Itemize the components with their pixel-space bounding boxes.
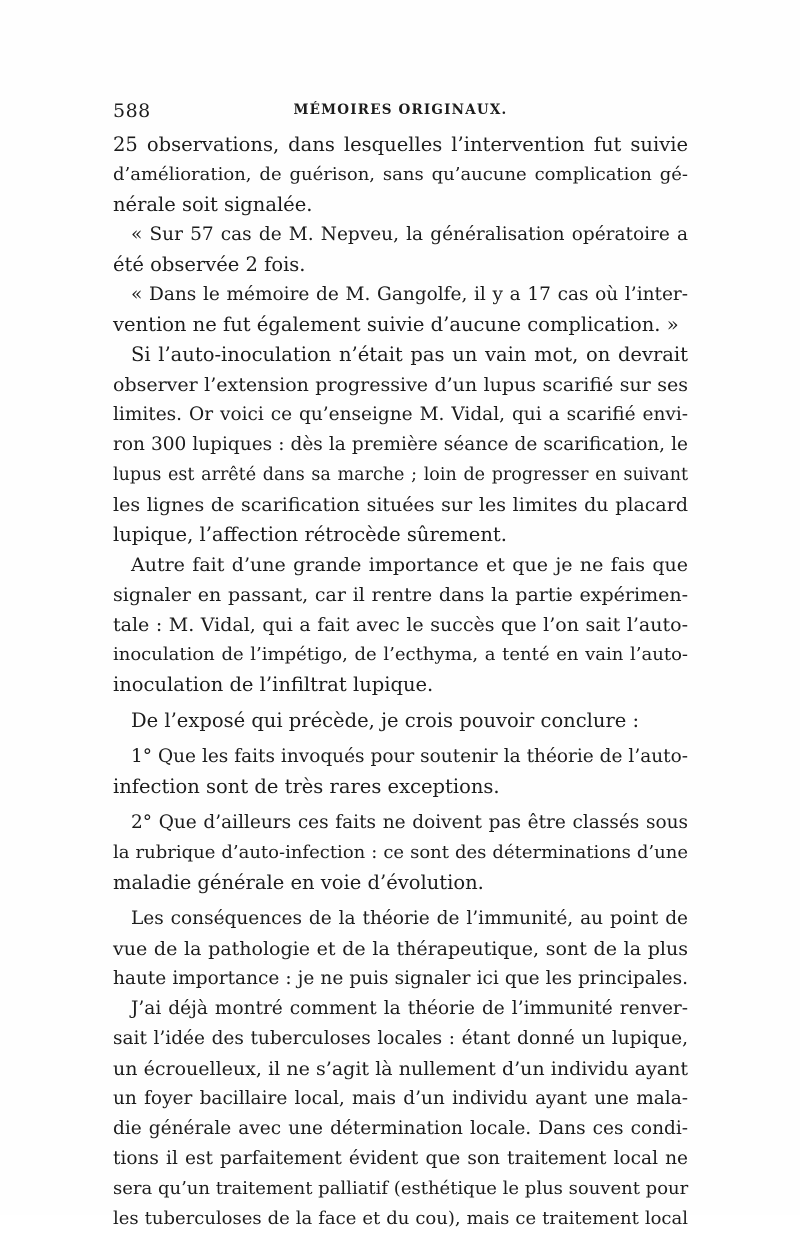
text-line: 25 observations, dans lesquelles l’intervention fut suivie bbox=[113, 133, 688, 156]
paragraph bbox=[113, 340, 688, 550]
paragraph bbox=[113, 280, 688, 340]
page-header bbox=[113, 100, 688, 126]
text-line: die générale avec une détermination locale. Dans ces condi- bbox=[113, 1118, 688, 1139]
paragraph bbox=[113, 808, 688, 898]
text-line: été observée 2 fois. bbox=[113, 253, 306, 276]
text-line: observer l’extension progressive d’un lupus scarifié sur ses bbox=[113, 374, 688, 396]
text-line: haute importance : je ne puis signaler ici que les principales. bbox=[113, 968, 688, 989]
text-line: Autre fait d’une grande importance et que je ne fais que bbox=[131, 554, 688, 576]
text-line: la rubrique d’auto-infection : ce sont des déterminations d’une bbox=[113, 842, 688, 863]
page-number: 588 bbox=[113, 100, 151, 122]
text-line: lupus est arrêté dans sa marche ; loin de progresser en suivant bbox=[113, 465, 688, 485]
text-line: limites. Or voici ce qu’enseigne M. Vidal, qui a scarifié envi- bbox=[113, 404, 688, 425]
text-line: J’ai déjà montré comment la théorie de l’immunité renver- bbox=[131, 998, 688, 1019]
paragraph bbox=[113, 904, 688, 994]
text-line: sera qu’un traitement palliatif (esthétique le plus souvent pour bbox=[113, 1178, 689, 1199]
text-line: les tuberculoses de la face et du cou), mais ce traitement local bbox=[113, 1208, 688, 1229]
text-line: vue de la pathologie et de la thérapeutique, sont de la plus bbox=[113, 938, 688, 960]
text-line: tions il est parfaitement évident que son traitement local ne bbox=[113, 1148, 688, 1169]
text-line: Les conséquences de la théorie de l’immunité, au point de bbox=[131, 908, 688, 929]
text-line: Si l’auto-inoculation n’était pas un vain mot, on devrait bbox=[131, 343, 688, 366]
text-line: lupique, l’affection rétrocède sûrement. bbox=[113, 523, 507, 546]
text-line: 2° Que d’ailleurs ces faits ne doivent pas être classés sous bbox=[131, 812, 688, 833]
paragraph bbox=[113, 220, 688, 280]
body-text bbox=[113, 130, 688, 1234]
text-line: inoculation de l’infiltrat lupique. bbox=[113, 673, 434, 696]
paragraph bbox=[113, 706, 688, 736]
text-line: inoculation de l’impétigo, de l’ecthyma, a tenté en vain l’auto- bbox=[113, 644, 688, 665]
text-line: un foyer bacillaire local, mais d’un individu ayant une mala- bbox=[113, 1088, 688, 1109]
text-line: d’amélioration, de guérison, sans qu’aucune complication gé- bbox=[113, 164, 688, 185]
paragraph bbox=[113, 994, 688, 1234]
paragraph bbox=[113, 742, 688, 802]
text-line: vention ne fut également suivie d’aucune complication. » bbox=[113, 313, 679, 336]
running-head: MÉMOIRES ORIGINAUX. bbox=[293, 102, 508, 118]
text-line: « Sur 57 cas de M. Nepveu, la généralisation opératoire a bbox=[131, 224, 688, 245]
paragraph bbox=[113, 130, 688, 220]
text-line: De l’exposé qui précède, je crois pouvoir conclure : bbox=[131, 709, 640, 732]
text-line: sait l’idée des tuberculoses locales : étant donné un lupique, bbox=[113, 1028, 688, 1049]
text-line: 1° Que les faits invoqués pour soutenir la théorie de l’auto- bbox=[131, 746, 688, 767]
text-line: les lignes de scarification situées sur les limites du placard bbox=[113, 494, 688, 516]
text-line: signaler en passant, car il rentre dans la partie expérimen- bbox=[113, 584, 688, 606]
paragraph bbox=[113, 550, 688, 700]
text-line: infection sont de très rares exceptions. bbox=[113, 775, 500, 798]
text-line: maladie générale en voie d’évolution. bbox=[113, 871, 484, 894]
text-line: « Dans le mémoire de M. Gangolfe, il y a 17 cas où l’inter- bbox=[131, 284, 688, 305]
text-line: un écrouelleux, il ne s’agit là nullement d’un individu ayant bbox=[113, 1058, 688, 1080]
text-line: tale : M. Vidal, qui a fait avec le succès que l’on sait l’auto- bbox=[113, 614, 688, 636]
text-line: ron 300 lupiques : dès la première séance de scarification, le bbox=[113, 434, 688, 455]
text-line: nérale soit signalée. bbox=[113, 193, 313, 216]
